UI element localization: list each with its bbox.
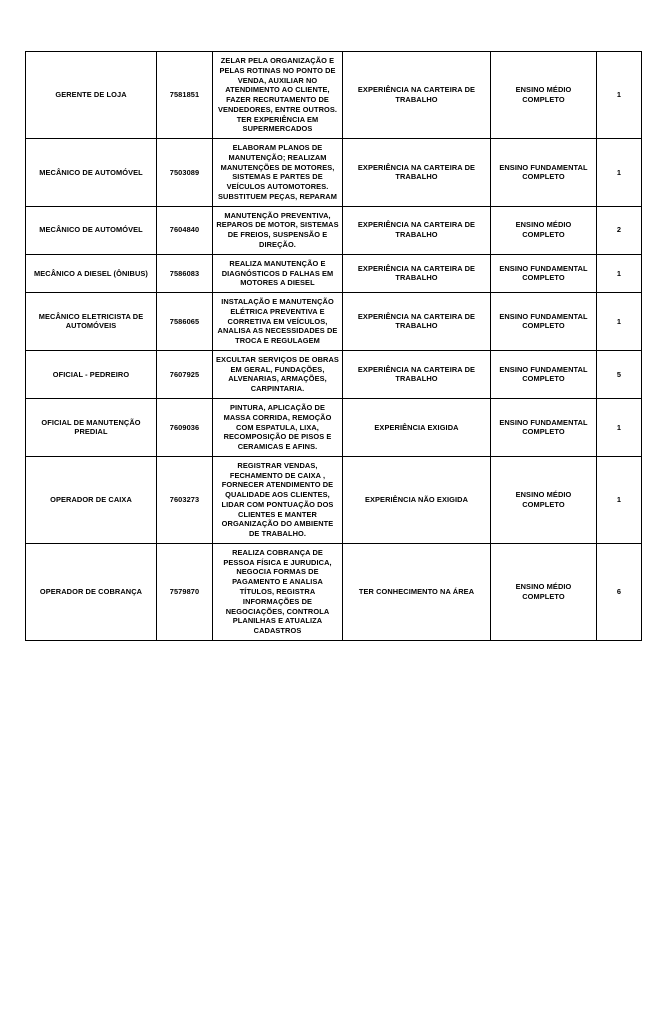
table-row — [26, 254, 642, 292]
cell-education: ENSINO FUNDAMENTAL COMPLETO — [491, 350, 597, 398]
cell-description: REALIZA MANUTENÇÃO E DIAGNÓSTICOS D FALHAS EM MOTORES A DIESEL — [213, 254, 343, 292]
cell-description: INSTALAÇÃO E MANUTENÇÃO ELÉTRICA PREVENTIVA E CORRETIVA EM VEÍCULOS, ANALISA AS NECESSIDADES DE TROCA E REGULAGEM — [213, 293, 343, 351]
cell-code: 7604840 — [157, 206, 213, 254]
table-body — [26, 52, 642, 641]
cell-quantity: 2 — [597, 206, 642, 254]
cell-code: 7581851 — [157, 52, 213, 139]
cell-education: ENSINO FUNDAMENTAL COMPLETO — [491, 293, 597, 351]
cell-quantity: 1 — [597, 456, 642, 543]
cell-experience: EXPERIÊNCIA NA CARTEIRA DE TRABALHO — [343, 293, 491, 351]
cell-description: REGISTRAR VENDAS, FECHAMENTO DE CAIXA , FORNECER ATENDIMENTO DE QUALIDADE AOS CLIENTES, LIDAR COM PONTUAÇÃO DOS CLIENTES E MANTER ORGANIZAÇÃO DO AMBIENTE DE TRABALHO. — [213, 456, 343, 543]
cell-experience: EXPERIÊNCIA NA CARTEIRA DE TRABALHO — [343, 139, 491, 207]
cell-education: ENSINO MÉDIO COMPLETO — [491, 206, 597, 254]
cell-education: ENSINO FUNDAMENTAL COMPLETO — [491, 139, 597, 207]
table-row — [26, 52, 642, 139]
cell-code: 7503089 — [157, 139, 213, 207]
cell-role: MECÂNICO DE AUTOMÓVEL — [26, 206, 157, 254]
cell-code: 7607925 — [157, 350, 213, 398]
cell-quantity: 5 — [597, 350, 642, 398]
table-row — [26, 139, 642, 207]
table-row — [26, 350, 642, 398]
cell-experience: EXPERIÊNCIA EXIGIDA — [343, 398, 491, 456]
table-row — [26, 293, 642, 351]
cell-quantity: 1 — [597, 52, 642, 139]
cell-role: OFICIAL DE MANUTENÇÃO PREDIAL — [26, 398, 157, 456]
cell-experience: EXPERIÊNCIA NA CARTEIRA DE TRABALHO — [343, 254, 491, 292]
table-row — [26, 456, 642, 543]
cell-description: ZELAR PELA ORGANIZAÇÃO E PELAS ROTINAS NO PONTO DE VENDA, AUXILIAR NO ATENDIMENTO AO CLIENTE, FAZER RECRUTAMENTO DE VENDEDORES, ENTRE OUTROS. TER EXPERIÊNCIA EM SUPERMERCADOS — [213, 52, 343, 139]
cell-role: OFICIAL - PEDREIRO — [26, 350, 157, 398]
table-row — [26, 398, 642, 456]
job-vacancies-table — [25, 51, 642, 641]
cell-quantity: 1 — [597, 254, 642, 292]
cell-role: OPERADOR DE COBRANÇA — [26, 543, 157, 640]
cell-description: PINTURA, APLICAÇÃO DE MASSA CORRIDA, REMOÇÃO COM ESPATULA, LIXA, RECOMPOSIÇÃO DE PISOS E CERAMICAS E AFINS. — [213, 398, 343, 456]
cell-experience: EXPERIÊNCIA NA CARTEIRA DE TRABALHO — [343, 52, 491, 139]
cell-description: ELABORAM PLANOS DE MANUTENÇÃO; REALIZAM MANUTENÇÕES DE MOTORES, SISTEMAS E PARTES DE VEÍCULOS AUTOMOTORES. SUBSTITUEM PEÇAS, REPARAM — [213, 139, 343, 207]
cell-education: ENSINO MÉDIO COMPLETO — [491, 543, 597, 640]
cell-experience: TER CONHECIMENTO NA ÁREA — [343, 543, 491, 640]
cell-code: 7579870 — [157, 543, 213, 640]
cell-role: MECÂNICO A DIESEL (ÔNIBUS) — [26, 254, 157, 292]
cell-code: 7609036 — [157, 398, 213, 456]
cell-code: 7603273 — [157, 456, 213, 543]
cell-education: ENSINO FUNDAMENTAL COMPLETO — [491, 398, 597, 456]
cell-experience: EXPERIÊNCIA NA CARTEIRA DE TRABALHO — [343, 350, 491, 398]
cell-code: 7586083 — [157, 254, 213, 292]
cell-role: MECÂNICO ELETRICISTA DE AUTOMÓVEIS — [26, 293, 157, 351]
cell-role: MECÂNICO DE AUTOMÓVEL — [26, 139, 157, 207]
table-row — [26, 543, 642, 640]
cell-education: ENSINO MÉDIO COMPLETO — [491, 456, 597, 543]
table-row — [26, 206, 642, 254]
cell-education: ENSINO FUNDAMENTAL COMPLETO — [491, 254, 597, 292]
cell-code: 7586065 — [157, 293, 213, 351]
cell-role: GERENTE DE LOJA — [26, 52, 157, 139]
cell-experience: EXPERIÊNCIA NA CARTEIRA DE TRABALHO — [343, 206, 491, 254]
cell-quantity: 6 — [597, 543, 642, 640]
cell-quantity: 1 — [597, 398, 642, 456]
cell-role: OPERADOR DE CAIXA — [26, 456, 157, 543]
cell-quantity: 1 — [597, 139, 642, 207]
cell-experience: EXPERIÊNCIA NÃO EXIGIDA — [343, 456, 491, 543]
cell-quantity: 1 — [597, 293, 642, 351]
cell-description: EXCULTAR SERVIÇOS DE OBRAS EM GERAL, FUNDAÇÕES, ALVENARIAS, ARMAÇÕES, CARPINTARIA. — [213, 350, 343, 398]
cell-description: MANUTENÇÃO PREVENTIVA, REPAROS DE MOTOR, SISTEMAS DE FREIOS, SUSPENSÃO E DIREÇÃO. — [213, 206, 343, 254]
cell-education: ENSINO MÉDIO COMPLETO — [491, 52, 597, 139]
cell-description: REALIZA COBRANÇA DE PESSOA FÍSICA E JURUDICA, NEGOCIA FORMAS DE PAGAMENTO E ANALISA TÍTULOS, REGISTRA INFORMAÇÕES DE NEGOCIAÇÕES, CONTROLA PLANILHAS E ATUALIZA CADASTROS — [213, 543, 343, 640]
